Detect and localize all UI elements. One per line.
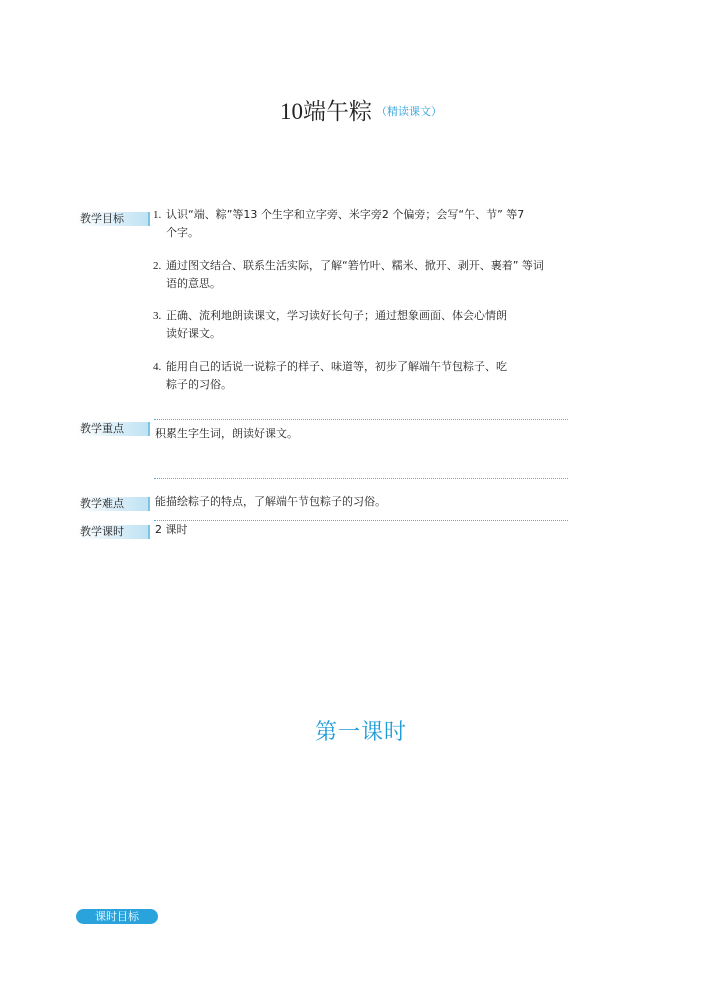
objective-text-cont: 读好课文。	[166, 327, 221, 340]
objective-text: 认识“端、粽”等13 个生字和立字旁、米字旁2 个偏旁；会写“午、节” 等7	[166, 208, 525, 221]
key-points-label: 教学重点	[76, 422, 150, 436]
objective-item-4	[153, 358, 593, 394]
hours-label: 教学课时	[76, 525, 150, 539]
lesson-type: （精读课文）	[376, 105, 442, 118]
section-badge: 课时目标	[76, 909, 158, 924]
divider-dotted	[154, 478, 568, 479]
lesson-title: 端午粽	[303, 99, 372, 125]
objective-item-2	[153, 257, 593, 293]
divider-dotted	[154, 520, 568, 521]
objective-text: 通过图文结合、联系生活实际，了解“箬竹叶、糯米、掀开、剥开、裹着” 等词	[166, 259, 544, 272]
difficulties-text: 能描绘粽子的特点，了解端午节包粽子的习俗。	[155, 495, 386, 508]
objectives-label: 教学目标	[76, 212, 150, 226]
objective-text-cont: 语的意思。	[166, 277, 221, 290]
objective-item-1	[153, 206, 593, 242]
lesson-number: 10	[280, 99, 303, 124]
objective-number: 4.	[153, 361, 162, 373]
objective-item-3	[153, 307, 593, 343]
lesson-heading	[0, 93, 722, 126]
objective-text: 能用自己的话说一说粽子的样子、味道等，初步了解端午节包粽子、吃	[166, 360, 507, 373]
divider-dotted	[154, 419, 568, 420]
objective-text: 正确、流利地朗读课文，学习读好长句子；通过想象画面、体会心情朗	[166, 309, 507, 322]
hours-text: 2 课时	[155, 523, 188, 536]
section-title: 第一课时	[314, 720, 407, 745]
difficulties-label: 教学难点	[76, 497, 150, 511]
objective-number: 2.	[153, 260, 162, 272]
key-points-text: 积累生字生词，朗读好课文。	[155, 427, 298, 440]
objective-text-cont: 粽子的习俗。	[166, 378, 232, 391]
objective-number: 1.	[153, 209, 162, 221]
objective-text-cont: 个字。	[166, 226, 199, 239]
objective-number: 3.	[153, 310, 162, 322]
